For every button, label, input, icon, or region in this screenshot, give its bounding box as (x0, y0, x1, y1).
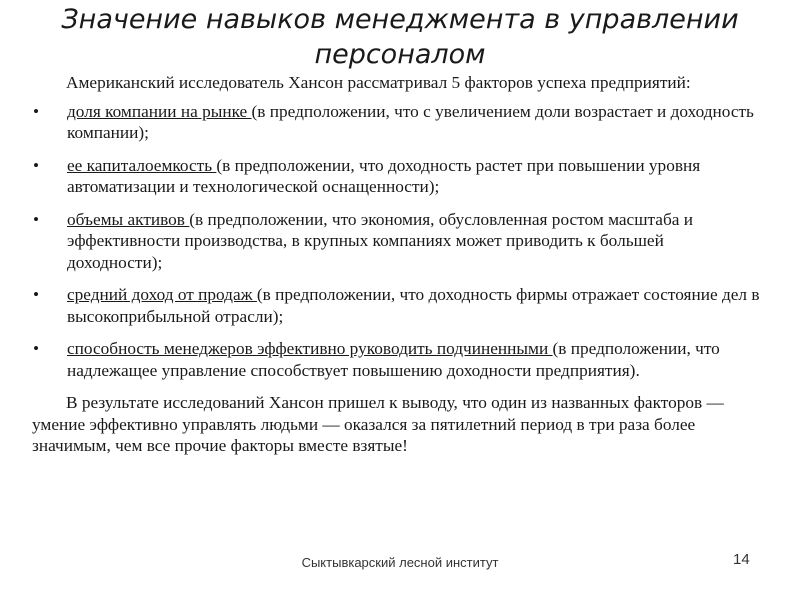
footer-institution: Сыктывкарский лесной институт (301, 555, 499, 570)
factor-item (32, 338, 762, 381)
factor-list (32, 101, 762, 382)
slide-title-line-1: Значение навыков менеджмента в управлении (61, 4, 739, 35)
slide-title-line-2: персоналом (314, 39, 486, 70)
bullet-icon: • (33, 101, 40, 121)
factor-item (32, 101, 762, 144)
conclusion-paragraph: В результате исследований Хансон пришел к выводу, что один из названных факторов — умение эффективно управлять людьми — оказался за пятилетний период в три раза более значимым, чем все прочие факторы вместе взятые! (32, 393, 724, 455)
bullet-icon: • (33, 209, 40, 229)
factor-explanation: (в предположении, что надлежащее управление способствует повышению доходности предприятия). (67, 339, 720, 380)
slide-body (32, 72, 762, 457)
factor-item (32, 155, 762, 198)
factor-term: средний доход от продаж (67, 285, 257, 304)
intro-paragraph: Американский исследователь Хансон рассматривал 5 факторов успеха предприятий: (66, 73, 691, 92)
factor-term: объемы активов (67, 209, 190, 229)
factor-explanation: (в предположении, что экономия, обусловленная ростом масштаба и эффективности производства, в крупных компаниях может приводить к большей доходности); (67, 209, 694, 272)
slide-title (0, 2, 800, 72)
factor-explanation: (в предположении, что с увеличением доли возрастает и доходность компании); (67, 101, 754, 142)
page-number: 14 (733, 551, 750, 568)
factor-explanation: (в предположении, что доходность фирмы отражает состояние дел в высокоприбыльной отрасли); (67, 285, 760, 326)
factor-term: способность менеджеров эффективно руководить подчиненными (67, 339, 553, 358)
factor-item (32, 209, 762, 274)
factor-term: ее капиталоемкость (67, 155, 217, 175)
factor-explanation: (в предположении, что доходность растет при повышении уровня автоматизации и технологической оснащенности); (67, 155, 701, 196)
bullet-icon: • (33, 155, 40, 175)
factor-item (32, 284, 762, 327)
factor-term: доля компании на рынке (67, 101, 252, 121)
bullet-icon: • (33, 285, 40, 304)
bullet-icon: • (33, 339, 40, 358)
